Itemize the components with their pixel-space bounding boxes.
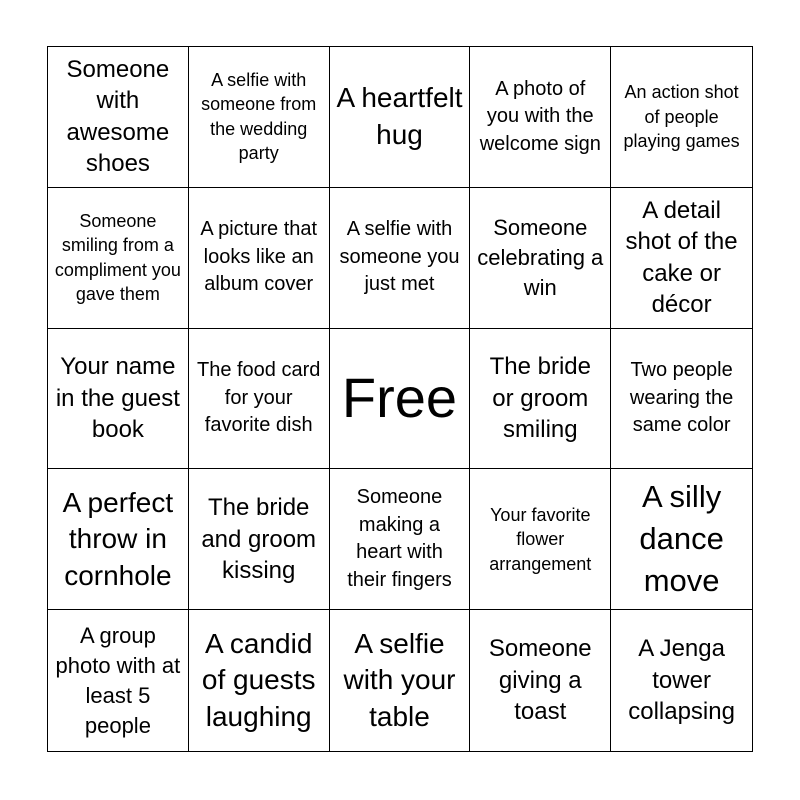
- bingo-cell[interactable]: [330, 610, 471, 751]
- bingo-cell-text: A selfie with someone from the wedding party: [201, 69, 317, 164]
- bingo-cell-text: A selfie with someone you just met: [339, 218, 460, 296]
- bingo-cell[interactable]: [470, 610, 611, 751]
- bingo-cell[interactable]: [189, 329, 330, 470]
- bingo-cell[interactable]: [189, 188, 330, 329]
- bingo-cell[interactable]: [611, 469, 752, 610]
- bingo-cell-text: A detail shot of the cake or décor: [625, 196, 738, 319]
- bingo-cell-text: Someone giving a toast: [488, 635, 592, 726]
- bingo-cell[interactable]: [330, 47, 471, 188]
- bingo-cell[interactable]: [48, 47, 189, 188]
- bingo-cell[interactable]: [470, 469, 611, 610]
- bingo-cell-text: A candid of guests laughing: [201, 627, 316, 732]
- bingo-cell-text: A selfie with your table: [343, 627, 456, 732]
- free-space[interactable]: [330, 329, 471, 470]
- bingo-cell-text: A photo of you with the welcome sign: [479, 77, 601, 155]
- bingo-cell[interactable]: [48, 610, 189, 751]
- bingo-cell[interactable]: [48, 469, 189, 610]
- bingo-cell-text: Someone celebrating a win: [477, 214, 604, 300]
- bingo-cell[interactable]: [189, 469, 330, 610]
- bingo-cell[interactable]: [611, 188, 752, 329]
- bingo-cell[interactable]: [611, 329, 752, 470]
- bingo-cell-text: Your favorite flower arrangement: [489, 504, 592, 574]
- bingo-cell-text: The bride and groom kissing: [201, 494, 317, 585]
- bingo-cell-text: A heartfelt hug: [336, 82, 463, 150]
- bingo-cell-text: A silly dance move: [639, 479, 724, 599]
- bingo-cell-text: Someone with awesome shoes: [66, 55, 170, 178]
- bingo-cell[interactable]: [189, 47, 330, 188]
- bingo-board: [47, 46, 753, 752]
- bingo-cell[interactable]: [330, 188, 471, 329]
- bingo-cell[interactable]: [189, 610, 330, 751]
- bingo-cell[interactable]: [470, 188, 611, 329]
- free-space-text: Free: [341, 366, 458, 430]
- bingo-cell[interactable]: [48, 329, 189, 470]
- bingo-cell-text: A group photo with at least 5 people: [55, 622, 181, 738]
- bingo-cell-text: Two people wearing the same color: [629, 359, 734, 437]
- bingo-cell-text: A Jenga tower collapsing: [628, 635, 735, 726]
- bingo-cell-text: Someone smiling from a compliment you gave them: [54, 210, 181, 305]
- bingo-cell[interactable]: [611, 47, 752, 188]
- bingo-cell-text: A picture that looks like an album cover: [200, 218, 318, 296]
- bingo-cell[interactable]: [48, 188, 189, 329]
- bingo-cell[interactable]: [611, 610, 752, 751]
- bingo-cell-text: The bride or groom smiling: [489, 353, 591, 444]
- bingo-cell[interactable]: [470, 329, 611, 470]
- bingo-cell-text: Your name in the guest book: [55, 353, 180, 444]
- bingo-cell[interactable]: [470, 47, 611, 188]
- bingo-cell[interactable]: [330, 469, 471, 610]
- bingo-cell-text: The food card for your favorite dish: [196, 359, 321, 437]
- bingo-cell-text: An action shot of people playing games: [623, 82, 740, 152]
- bingo-cell-text: Someone making a heart with their fingers: [347, 486, 452, 591]
- bingo-cell-text: A perfect throw in cornhole: [62, 486, 174, 591]
